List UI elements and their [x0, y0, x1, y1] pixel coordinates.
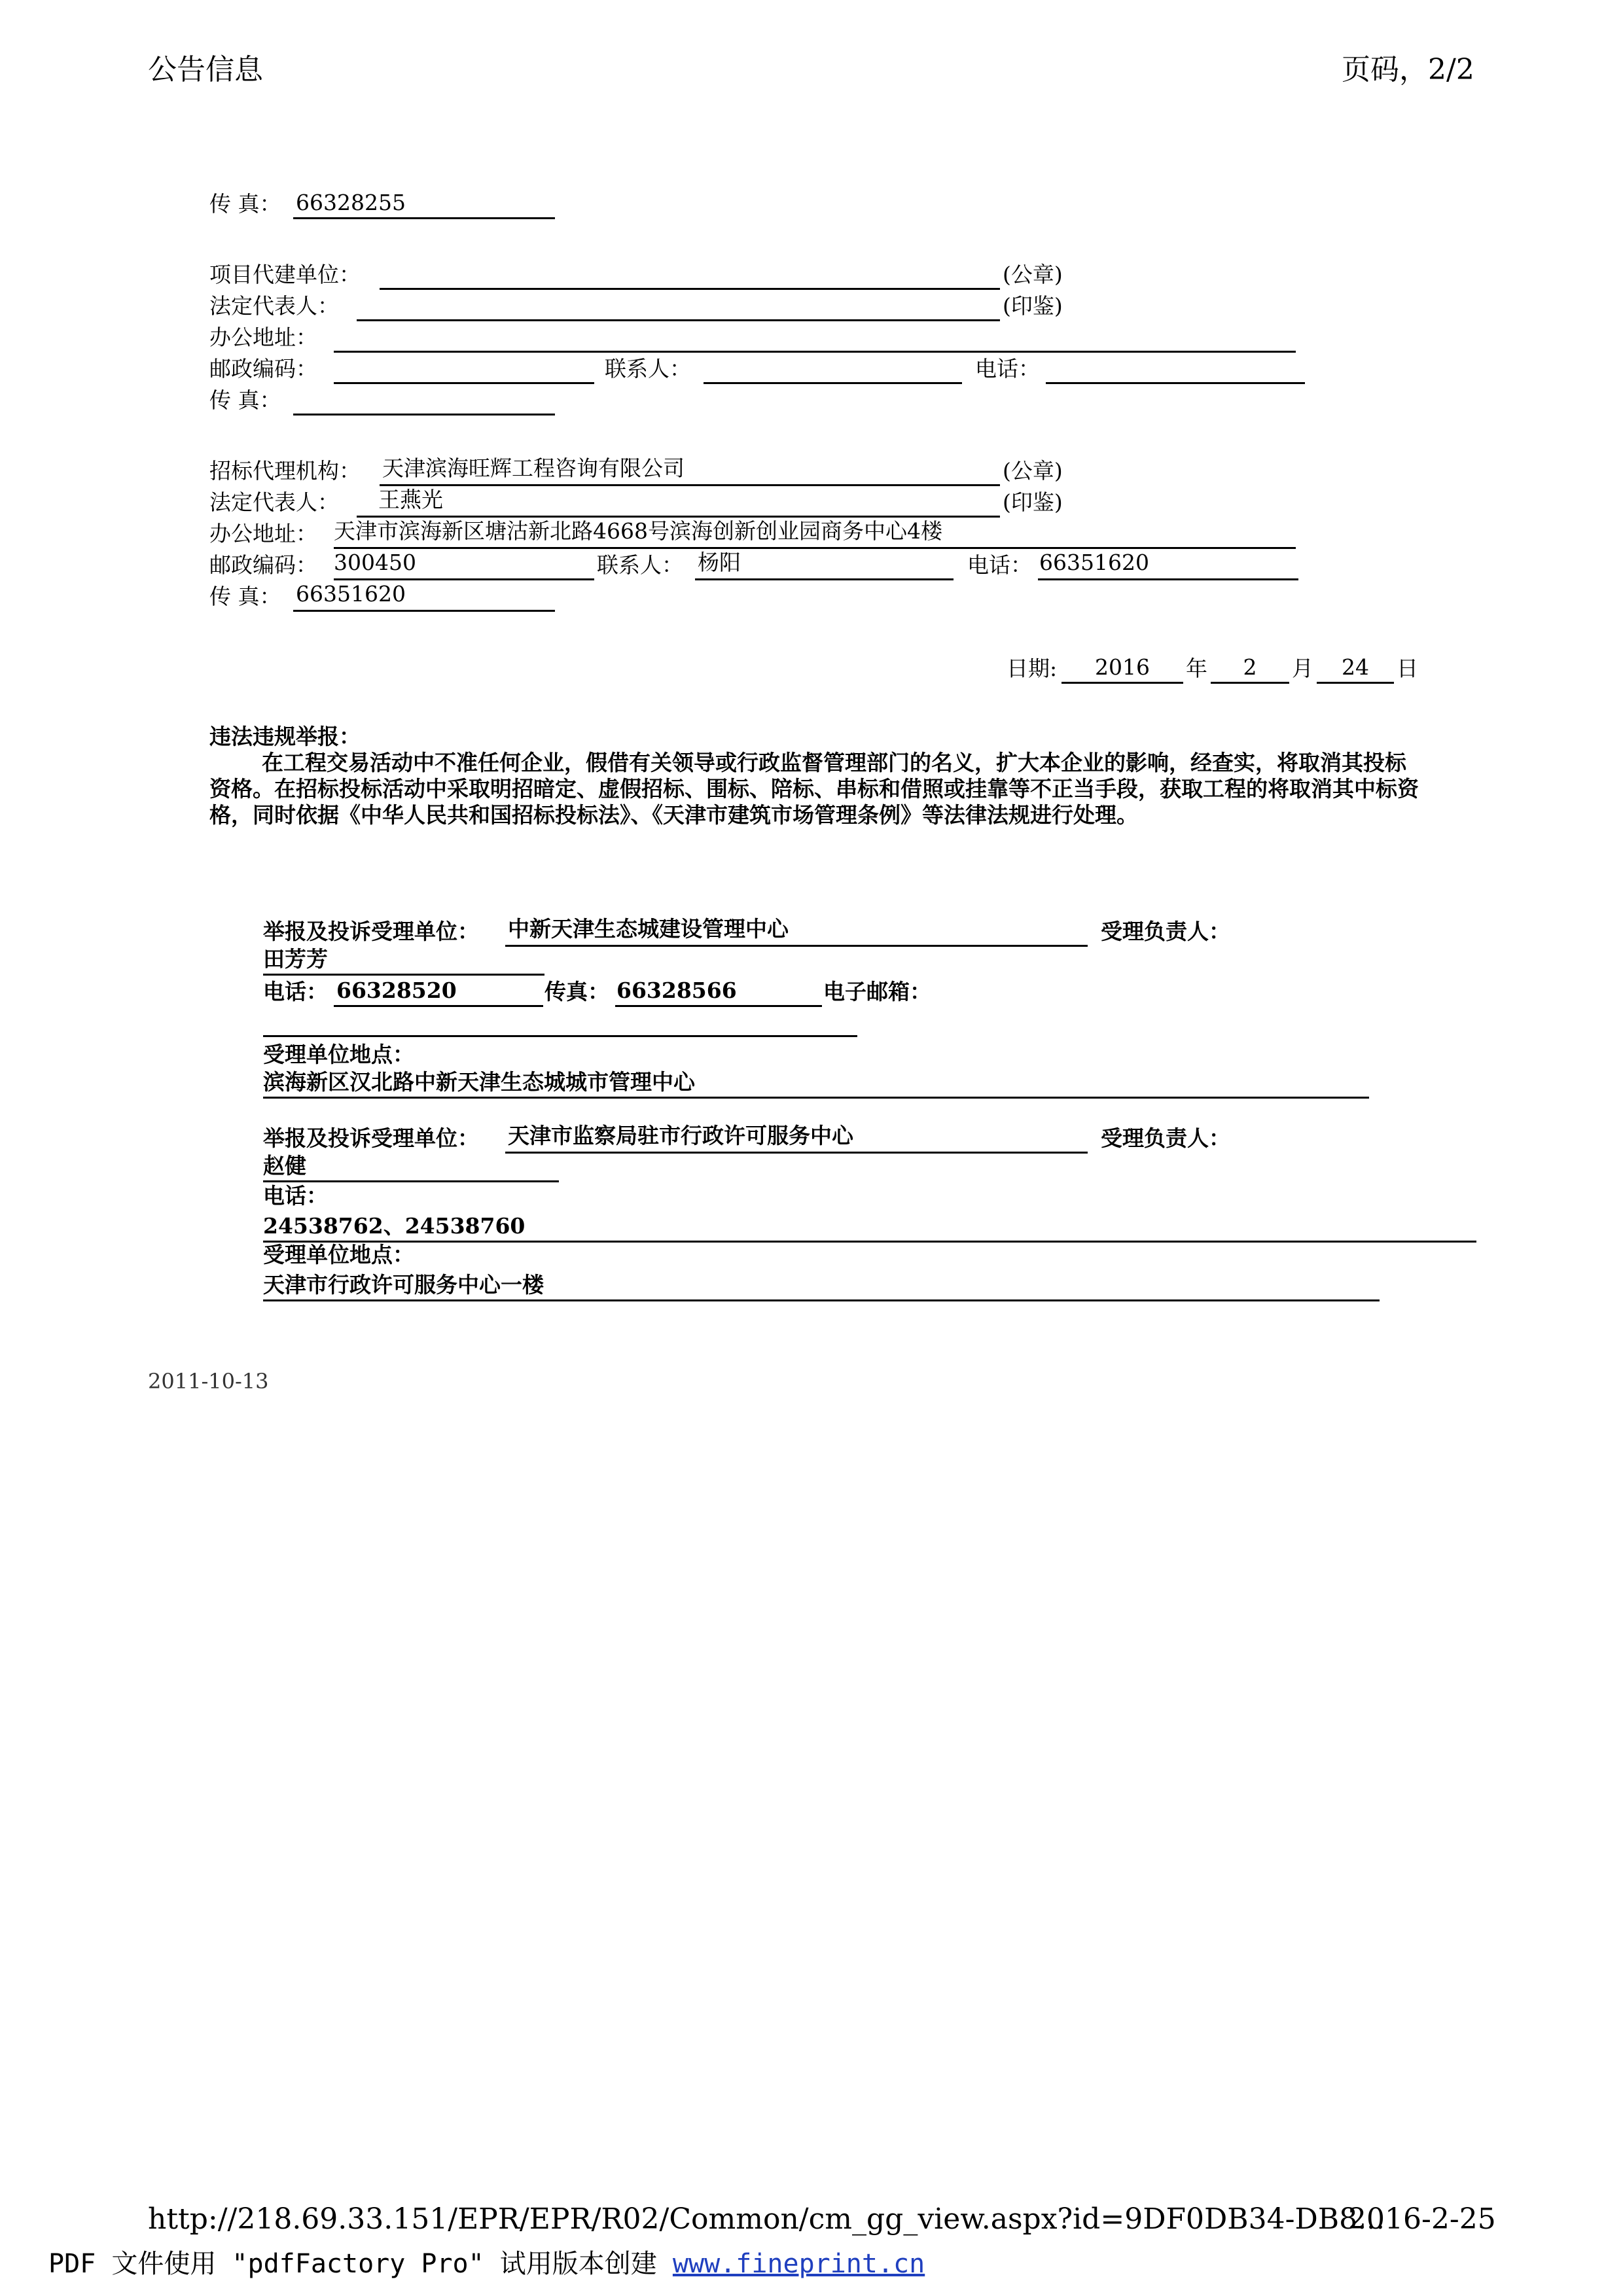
agency-rep-value: 王燕光	[378, 487, 443, 512]
date-year: 2016	[1095, 654, 1150, 680]
fineprint-link[interactable]: www.fineprint.cn	[672, 2249, 925, 2279]
complaint2-unit-label: 举报及投诉受理单位：	[263, 1125, 479, 1151]
fax-label: 传 真：	[209, 191, 281, 217]
construction-unit-label: 项目代建单位：	[209, 262, 361, 287]
complaint1-person-label: 受理负责人：	[1101, 919, 1230, 944]
date-month-unit: 月	[1292, 656, 1313, 681]
complaint1-location-value: 滨海新区汉北路中新天津生态城城市管理中心	[263, 1069, 695, 1095]
date-label: 日期:	[1007, 656, 1058, 681]
page-number: 页码，2/2	[1342, 53, 1474, 86]
date-day: 24	[1342, 654, 1369, 680]
date-month: 2	[1243, 654, 1257, 680]
watermark-text: PDF 文件使用 "pdfFactory Pro" 试用版本创建	[48, 2249, 657, 2279]
complaint2-location-value: 天津市行政许可服务中心一楼	[263, 1272, 544, 1298]
construction-unit-field	[380, 264, 1000, 290]
agency-phone-value: 66351620	[1039, 550, 1149, 575]
complaint2-person-value: 赵健	[263, 1153, 306, 1178]
source-url: http://218.69.33.151/EPR/EPR/R02/Common/cm_gg_view.aspx?id=9DF0DB34-DB8...	[148, 2202, 1385, 2236]
construction-postcode-field	[334, 359, 594, 384]
agency-fax-value: 66351620	[296, 581, 406, 607]
construction-unit-seal: (公章)	[1003, 262, 1063, 287]
complaint1-email-label: 电子邮箱：	[823, 979, 931, 1004]
agency-postcode-value: 300450	[334, 550, 416, 575]
agency-unit-value: 天津滨海旺辉工程咨询有限公司	[382, 455, 685, 481]
agency-rep-stamp: (印鉴)	[1003, 489, 1063, 515]
header-title: 公告信息	[148, 53, 263, 86]
complaint2-person-field	[263, 1157, 559, 1182]
construction-contact-label: 联系人：	[605, 356, 691, 381]
construction-rep-field	[357, 296, 1000, 321]
agency-contact-value: 杨阳	[698, 550, 741, 575]
agency-address-value: 天津市滨海新区塘沽新北路4668号滨海创新创业园商务中心4楼	[334, 518, 942, 544]
construction-address-label: 办公地址：	[209, 325, 317, 350]
agency-unit-seal: (公章)	[1003, 458, 1063, 484]
agency-address-label: 办公地址：	[209, 521, 317, 546]
construction-fax-field	[293, 390, 555, 415]
complaint1-unit-label: 举报及投诉受理单位：	[263, 919, 479, 944]
agency-rep-label: 法定代表人：	[209, 489, 339, 515]
complaint1-email-field	[263, 1012, 857, 1037]
agency-phone-label: 电话：	[967, 552, 1032, 578]
agency-rep-field	[357, 492, 1000, 518]
construction-postcode-label: 邮政编码：	[209, 356, 317, 381]
construction-phone-label: 电话：	[975, 356, 1040, 381]
construction-fax-label: 传 真：	[209, 387, 281, 413]
complaint2-phone-value: 24538762、24538760	[263, 1213, 526, 1239]
complaint1-location-label: 受理单位地点：	[263, 1042, 414, 1067]
fax-value: 66328255	[296, 190, 406, 215]
violation-body	[209, 750, 1427, 828]
agency-contact-label: 联系人：	[597, 552, 683, 578]
complaint2-phone-label: 电话：	[263, 1183, 328, 1209]
pdf-watermark	[48, 2243, 925, 2280]
date-day-unit: 日	[1397, 656, 1418, 681]
complaint1-fax-label: 传真：	[544, 979, 609, 1004]
agency-fax-label: 传 真：	[209, 584, 281, 609]
print-date: 2016-2-25	[1348, 2202, 1496, 2236]
complaint1-phone-value: 66328520	[336, 978, 457, 1003]
agency-unit-label: 招标代理机构：	[209, 458, 361, 484]
document-date: 2011-10-13	[148, 1369, 269, 1394]
violation-title: 违法违规举报：	[209, 724, 361, 749]
violation-text: 在工程交易活动中不准任何企业，假借有关领导或行政监督管理部门的名义，扩大本企业的影响，经查实，将取消其投标资格。在招标投标活动中采取明招暗定、虚假招标、围标、陪标、串标和借照或挂靠等不正当手段，获取工程的将取消其中标资格，同时依据《中华人民共和国招标投标法》、《天津市建筑市场管理条例》等法律法规进行处理。	[209, 750, 1419, 828]
construction-contact-field	[704, 359, 962, 384]
complaint1-fax-value: 66328566	[616, 978, 737, 1003]
complaint2-location-label: 受理单位地点：	[263, 1242, 414, 1267]
complaint1-unit-value: 中新天津生态城建设管理中心	[508, 916, 789, 942]
agency-postcode-label: 邮政编码：	[209, 552, 317, 578]
construction-rep-stamp: (印鉴)	[1003, 293, 1063, 319]
construction-phone-field	[1046, 359, 1305, 384]
date-year-unit: 年	[1186, 656, 1207, 681]
complaint2-unit-value: 天津市监察局驻市行政许可服务中心	[508, 1123, 853, 1148]
complaint1-person-value: 田芳芳	[263, 946, 328, 972]
complaint2-person-label: 受理负责人：	[1101, 1125, 1230, 1151]
complaint1-phone-label: 电话：	[263, 979, 328, 1004]
construction-address-field	[334, 327, 1296, 353]
construction-rep-label: 法定代表人：	[209, 293, 339, 319]
